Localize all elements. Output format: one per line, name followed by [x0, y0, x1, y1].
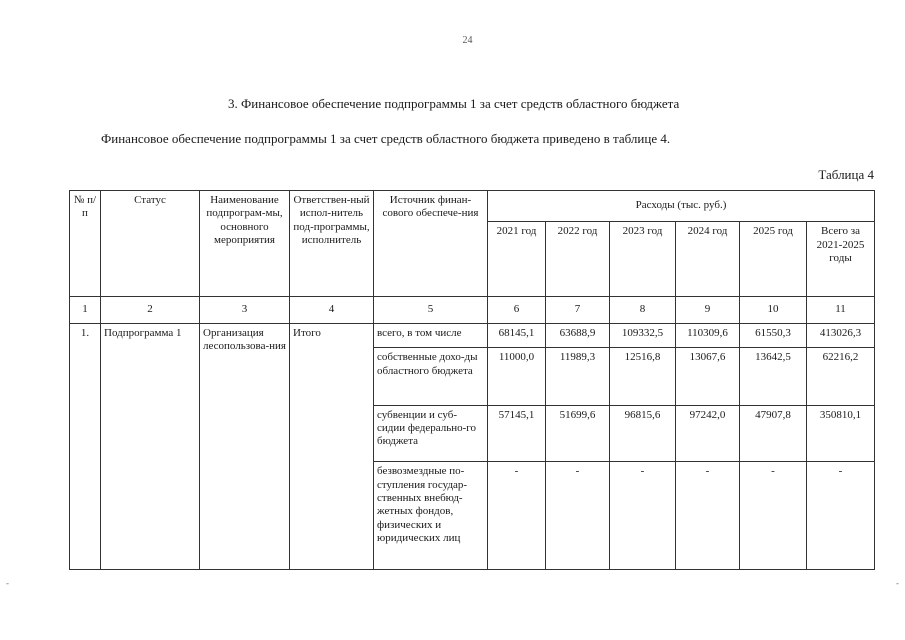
- header-year: 2021 год: [488, 222, 546, 297]
- column-index: 1: [70, 296, 101, 323]
- left-edge-mark: -: [6, 578, 9, 588]
- value-cell: 47907,8: [740, 405, 807, 461]
- header-no: № п/п: [70, 191, 101, 297]
- header-name: Наименование подпрограм-мы, основного мероприятия: [200, 191, 290, 297]
- source-label: субвенции и суб-сидии федерально-го бюджета: [374, 405, 488, 461]
- header-total: Всего за 2021-2025 годы: [807, 222, 875, 297]
- value-cell: -: [807, 462, 875, 570]
- value-cell: -: [740, 462, 807, 570]
- column-index-row: [70, 296, 875, 323]
- section-heading: 3. Финансовое обеспечение подпрограммы 1 за счет средств областного бюджета: [228, 96, 680, 111]
- column-index: 6: [488, 296, 546, 323]
- header-source: Источник финан-сового обеспече-ния: [374, 191, 488, 297]
- value-cell: 97242,0: [676, 405, 740, 461]
- value-cell: -: [488, 462, 546, 570]
- value-cell: -: [610, 462, 676, 570]
- source-label: безвозмездные по-ступления государ-ственных внебюд-жетных фондов, физических и юридических лиц: [374, 462, 488, 570]
- value-cell: 68145,1: [488, 324, 546, 348]
- column-index: 10: [740, 296, 807, 323]
- column-index: 9: [676, 296, 740, 323]
- header-year: 2025 год: [740, 222, 807, 297]
- value-cell: 110309,6: [676, 324, 740, 348]
- value-cell: 11989,3: [546, 348, 610, 405]
- column-index: 5: [374, 296, 488, 323]
- column-index: 7: [546, 296, 610, 323]
- value-cell: -: [546, 462, 610, 570]
- value-cell: 350810,1: [807, 405, 875, 461]
- value-cell: 109332,5: [610, 324, 676, 348]
- column-index: 8: [610, 296, 676, 323]
- header-year: 2024 год: [676, 222, 740, 297]
- value-cell: 61550,3: [740, 324, 807, 348]
- value-cell: 62216,2: [807, 348, 875, 405]
- source-label: всего, в том числе: [374, 324, 488, 348]
- column-index: 11: [807, 296, 875, 323]
- header-responsible: Ответствен-ный испол-нитель под-программы, исполнитель: [290, 191, 374, 297]
- table-row: [70, 324, 875, 348]
- column-index: 3: [200, 296, 290, 323]
- header-row-1: [70, 191, 875, 222]
- value-cell: 51699,6: [546, 405, 610, 461]
- value-cell: -: [676, 462, 740, 570]
- page-number: 24: [462, 35, 473, 46]
- financing-table: [69, 190, 875, 570]
- header-expenses: Расходы (тыс. руб.): [488, 191, 875, 222]
- table-caption: Таблица 4: [818, 167, 874, 182]
- value-cell: 12516,8: [610, 348, 676, 405]
- row-status: Подпрограмма 1: [101, 324, 200, 570]
- column-index: 2: [101, 296, 200, 323]
- value-cell: 413026,3: [807, 324, 875, 348]
- value-cell: 11000,0: [488, 348, 546, 405]
- intro-paragraph: Финансовое обеспечение подпрограммы 1 за счет средств областного бюджета приведено в таблице 4.: [101, 131, 671, 146]
- right-edge-mark: -: [896, 578, 899, 588]
- header-status: Статус: [101, 191, 200, 297]
- value-cell: 13067,6: [676, 348, 740, 405]
- row-number: 1.: [70, 324, 101, 570]
- value-cell: 57145,1: [488, 405, 546, 461]
- source-label: собственные дохо-ды областного бюджета: [374, 348, 488, 405]
- value-cell: 96815,6: [610, 405, 676, 461]
- header-year: 2023 год: [610, 222, 676, 297]
- value-cell: 13642,5: [740, 348, 807, 405]
- header-year: 2022 год: [546, 222, 610, 297]
- column-index: 4: [290, 296, 374, 323]
- row-name: Организация лесопользова-ния: [200, 324, 290, 570]
- value-cell: 63688,9: [546, 324, 610, 348]
- row-responsible: Итого: [290, 324, 374, 570]
